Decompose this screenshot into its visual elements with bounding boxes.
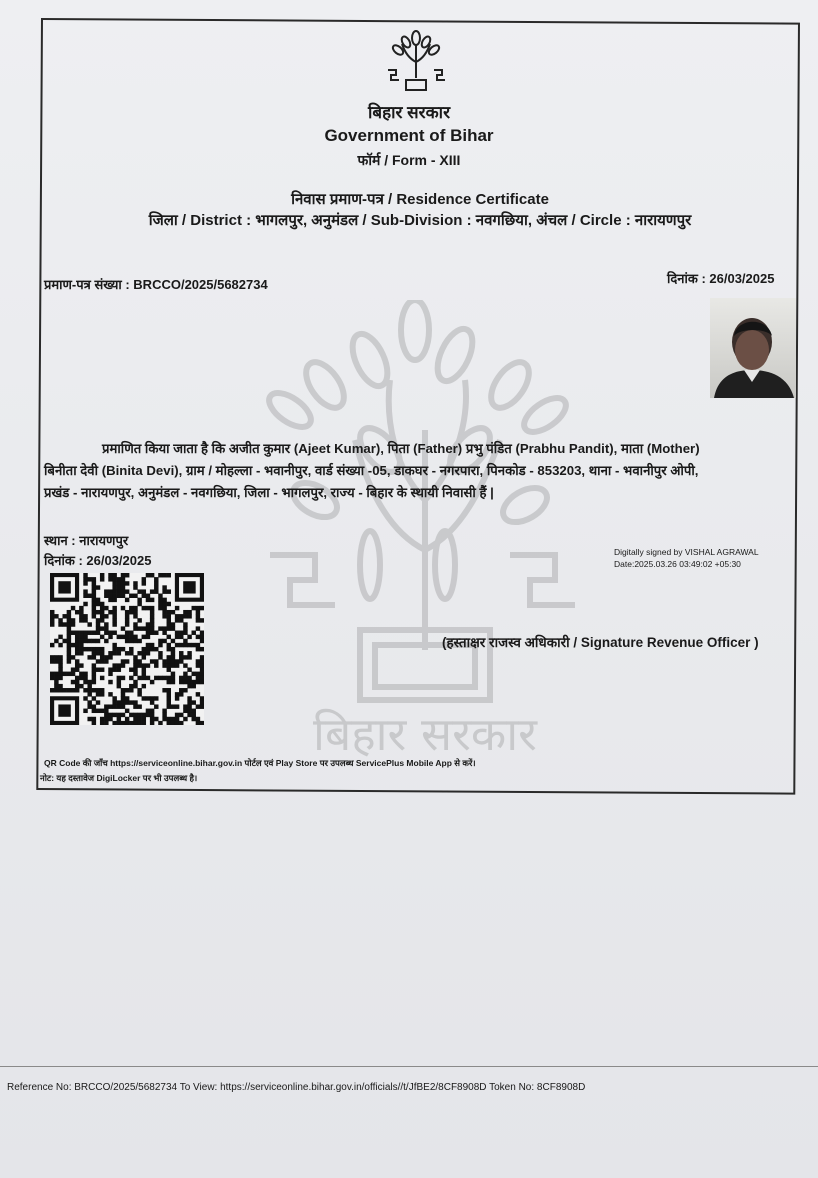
issue-place: स्थान : नारायणपुर [44, 533, 129, 548]
footer-divider [0, 1066, 818, 1067]
certificate-date: दिनांक : 26/03/2025 [667, 271, 775, 286]
digital-signature-block [614, 546, 759, 570]
certificate-number: प्रमाण-पत्र संख्या : BRCCO/2025/5682734 [44, 277, 268, 292]
reference-footer: Reference No: BRCCO/2025/5682734 To View: https://serviceonline.bihar.gov.in/officials//t/JfBE2/8CF8908D Token No: 8CF8908D [7, 1082, 586, 1093]
digilocker-note: नोट: यह दस्तावेज DigiLocker पर भी उपलब्ध है। [40, 773, 198, 783]
body-line-2: बिनीता देवी (Binita Devi), ग्राम / मोहल्ला - भवानीपुर, वार्ड संख्या -05, डाकघर - नगरपारा, पिनकोड - 853203, थाना - भवानीपुर ओपी, [44, 463, 699, 478]
applicant-photo [710, 298, 796, 398]
body-line-1: प्रमाणित किया जाता है कि अजीत कुमार (Ajeet Kumar), पिता (Father) प्रभु पंडित (Prabhu Pandit), माता (Mother) [102, 441, 700, 456]
certificate-body [44, 438, 804, 504]
watermark-text: बिहार सरकार [313, 707, 537, 761]
state-name-hindi: बिहार सरकार [367, 103, 451, 122]
government-title: Government of Bihar [324, 126, 494, 145]
digital-signature-date: Date:2025.03.26 03:49:02 +05:30 [614, 559, 741, 569]
certificate-title: निवास प्रमाण-पत्र / Residence Certificate [291, 191, 549, 208]
body-line-3: प्रखंड - नारायणपुर, अनुमंडल - नवगछिया, जिला - भागलपुर, राज्य - बिहार के स्थायी निवासी हैं | [44, 485, 494, 500]
qr-verification-note: QR Code की जाँच https://serviceonline.bihar.gov.in पोर्टल एवं Play Store पर उपलब्ध ServicePlus Mobile App से करें। [44, 758, 476, 768]
jurisdiction-line: जिला / District : भागलपुर, अनुमंडल / Sub-Division : नवगछिया, अंचल / Circle : नारायणपुर [148, 212, 692, 229]
bihar-emblem-watermark-icon [255, 300, 595, 770]
digital-signature-signer: Digitally signed by VISHAL AGRAWAL [614, 547, 759, 557]
bihar-emblem-icon [380, 30, 452, 94]
issue-date: दिनांक : 26/03/2025 [44, 553, 152, 568]
form-number: फॉर्म / Form - XIII [357, 152, 461, 168]
qr-code[interactable] [50, 573, 204, 725]
signature-caption: (हस्ताक्षर राजस्व अधिकारी / Signature Revenue Officer ) [442, 635, 759, 650]
